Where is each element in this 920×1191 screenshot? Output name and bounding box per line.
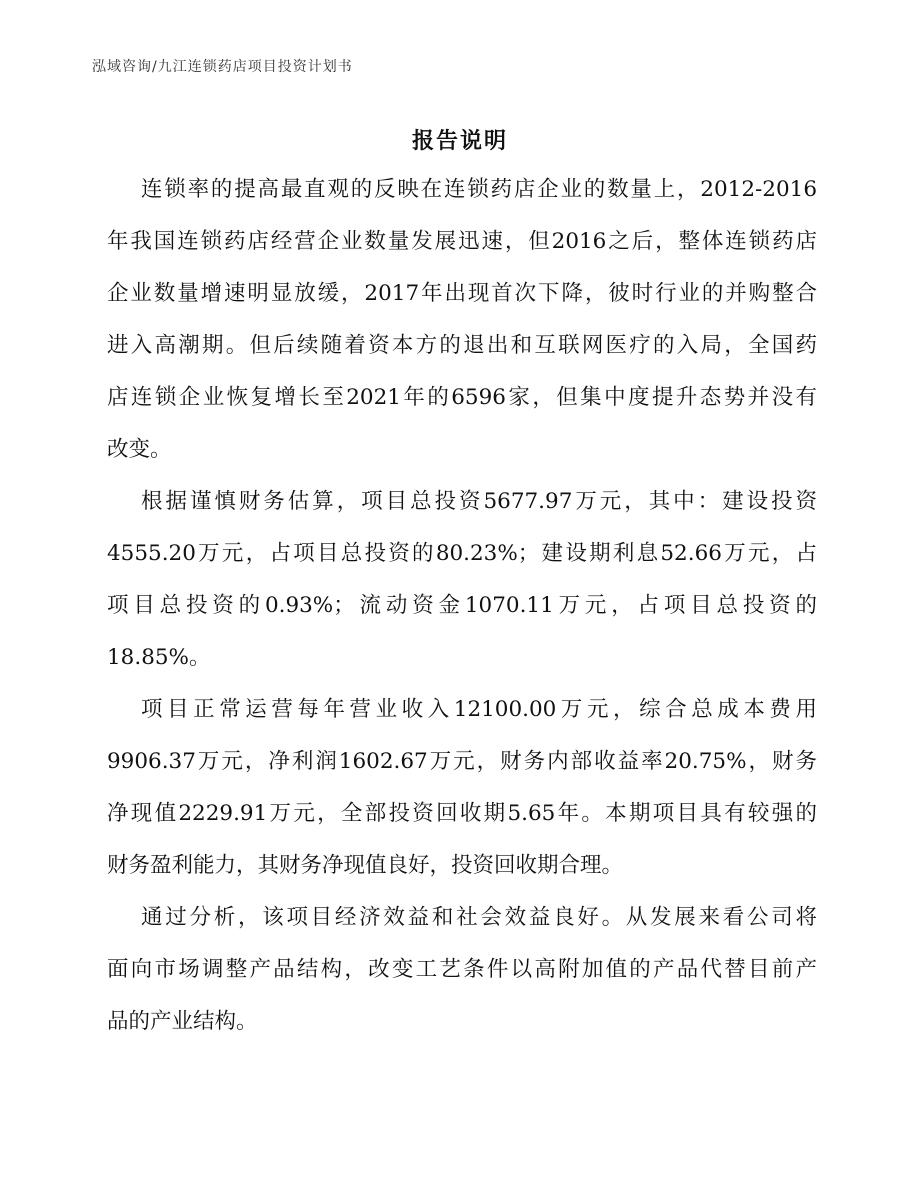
text-line: 根据谨慎财务估算，项目总投资5677.97万元，其中：建设投资 <box>141 489 817 514</box>
text-line: 4555.20万元，占项目总投资的80.23%；建设期利息52.66万元，占 <box>107 541 817 566</box>
text-line: 财务盈利能力，其财务净现值良好，投资回收期合理。 <box>107 853 624 878</box>
text-line: 9906.37万元，净利润1602.67万元，财务内部收益率20.75%，财务 <box>107 749 817 774</box>
text-line: 通过分析，该项目经济效益和社会效益良好。从发展来看公司将 <box>141 905 817 930</box>
text-line: 店连锁企业恢复增长至2021年的6596家，但集中度提升态势并没有 <box>107 385 817 410</box>
text-line: 项目正常运营每年营业收入12100.00万元，综合总成本费用 <box>141 697 817 722</box>
text-line: 面向市场调整产品结构，改变工艺条件以高附加值的产品代替目前产 <box>107 957 817 982</box>
text-line: 18.85%。 <box>107 645 211 670</box>
text-line: 年我国连锁药店经营企业数量发展迅速，但2016之后，整体连锁药店 <box>107 229 817 254</box>
text-line: 净现值2229.91万元，全部投资回收期5.65年。本期项目具有较强的 <box>107 801 817 826</box>
document-header: 泓域咨询/九江连锁药店项目投资计划书 <box>92 59 353 75</box>
text-line: 项目总投资的0.93%；流动资金1070.11万元，占项目总投资的 <box>107 593 817 618</box>
paragraph <box>107 164 817 476</box>
text-line: 连锁率的提高最直观的反映在连锁药店企业的数量上，2012-2016 <box>141 177 817 202</box>
text-line: 改变。 <box>107 437 172 462</box>
text-line: 进入高潮期。但后续随着资本方的退出和互联网医疗的入局，全国药 <box>107 333 817 358</box>
paragraph <box>107 476 817 684</box>
page-title: 报告说明 <box>411 128 508 154</box>
paragraph <box>107 684 817 892</box>
text-line: 品的产业结构。 <box>107 1009 258 1034</box>
paragraph <box>107 892 817 1048</box>
text-line: 企业数量增速明显放缓，2017年出现首次下降，彼时行业的并购整合 <box>107 281 817 306</box>
document-body <box>107 164 817 1048</box>
